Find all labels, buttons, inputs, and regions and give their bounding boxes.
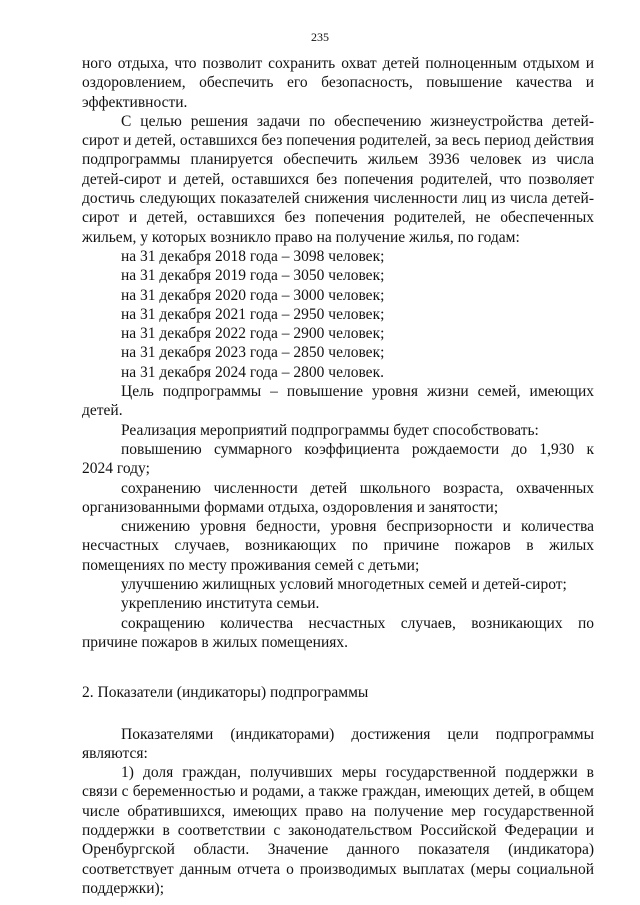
word: до (511, 440, 528, 458)
document-body (82, 54, 594, 898)
paragraph-indicator-1: 1) доля граждан, получивших меры государственной поддержки в связи с беременностью и родами, а также граждан, имеющих детей, в общем числе обратившихся, имеющих право на получение мер государственной поддержки в соответствии с законодательством Российской Федерации и Оренбургской области. Значение данного показателя (индикатора) соответствует данным отчета о производимых выплатах (меры социальной поддержки); (82, 764, 594, 897)
bullet-school-children: сохранению численности детей школьного возраста, охваченных организованными формами отдыха, оздоровления и занятости; (82, 479, 594, 516)
bullet-birth-rate-line (82, 440, 594, 459)
word: коэффициента (304, 440, 400, 458)
year-target-item: на 31 декабря 2021 года – 2950 человек; (121, 305, 385, 323)
paragraph-indicators-intro: Показателями (индикаторами) достижения цели подпрограммы являются: (82, 725, 594, 762)
page-number: 235 (311, 30, 329, 44)
bullet-fire-accidents: сокращению количества несчастных случаев, возникающих по причине пожаров в жилых помещениях. (82, 614, 594, 651)
year-target-item: на 31 декабря 2022 года – 2900 человек; (121, 325, 385, 343)
year-target-item: на 31 декабря 2024 года – 2800 человек. (121, 363, 384, 381)
paragraph-orphan-housing: С целью решения задачи по обеспечению жизнеустройства детей-сирот и детей, оставшихся без попечения родителей, за весь период действия подпрограммы планируется обеспечить жильем 3936 человек из числа детей-сирот и детей, оставшихся без попечения родителей, что позволяет достичь следующих показателей снижения численности лиц из числа детей-сирот и детей, оставшихся без попечения родителей, не обеспеченных жильем, у которых возникло право на получение жилья, по годам: (82, 112, 594, 246)
word: суммарного (214, 440, 293, 458)
word: 1,930 (539, 440, 575, 458)
year-target-item: на 31 декабря 2023 года – 2850 человек; (121, 344, 385, 362)
year-target-item: на 31 декабря 2020 года – 3000 человек; (121, 286, 385, 304)
year-targets-list (82, 247, 594, 382)
word: повышению (121, 440, 202, 458)
bullet-family-institute: укреплению института семьи. (121, 595, 320, 613)
word: к (586, 440, 594, 458)
year-target-item: на 31 декабря 2019 года – 3050 человек; (121, 267, 385, 285)
paragraph-implementation-intro: Реализация мероприятий подпрограммы будет способствовать: (121, 421, 539, 439)
paragraph-continuation: ного отдыха, что позволит сохранить охват детей полноценным отдыхом и оздоровлением, обеспечить его безопасность, повышение качества и эффективности. (82, 55, 594, 111)
bullet-birth-rate-tail: 2024 году; (82, 460, 150, 478)
bullet-housing: улучшению жилищных условий многодетных семей и детей-сирот; (121, 576, 567, 594)
bullet-poverty: снижению уровня бедности, уровня беспризорности и количества несчастных случаев, возникающих по причине пожаров в жилых помещениях по месту проживания семей с детьми; (82, 518, 594, 574)
section-heading: 2. Показатели (индикаторы) подпрограммы (82, 684, 369, 702)
word: рождаемости (411, 440, 500, 458)
paragraph-goal: Цель подпрограммы – повышение уровня жизни семей, имеющих детей. (82, 383, 594, 420)
year-target-item: на 31 декабря 2018 года – 3098 человек; (121, 247, 385, 265)
